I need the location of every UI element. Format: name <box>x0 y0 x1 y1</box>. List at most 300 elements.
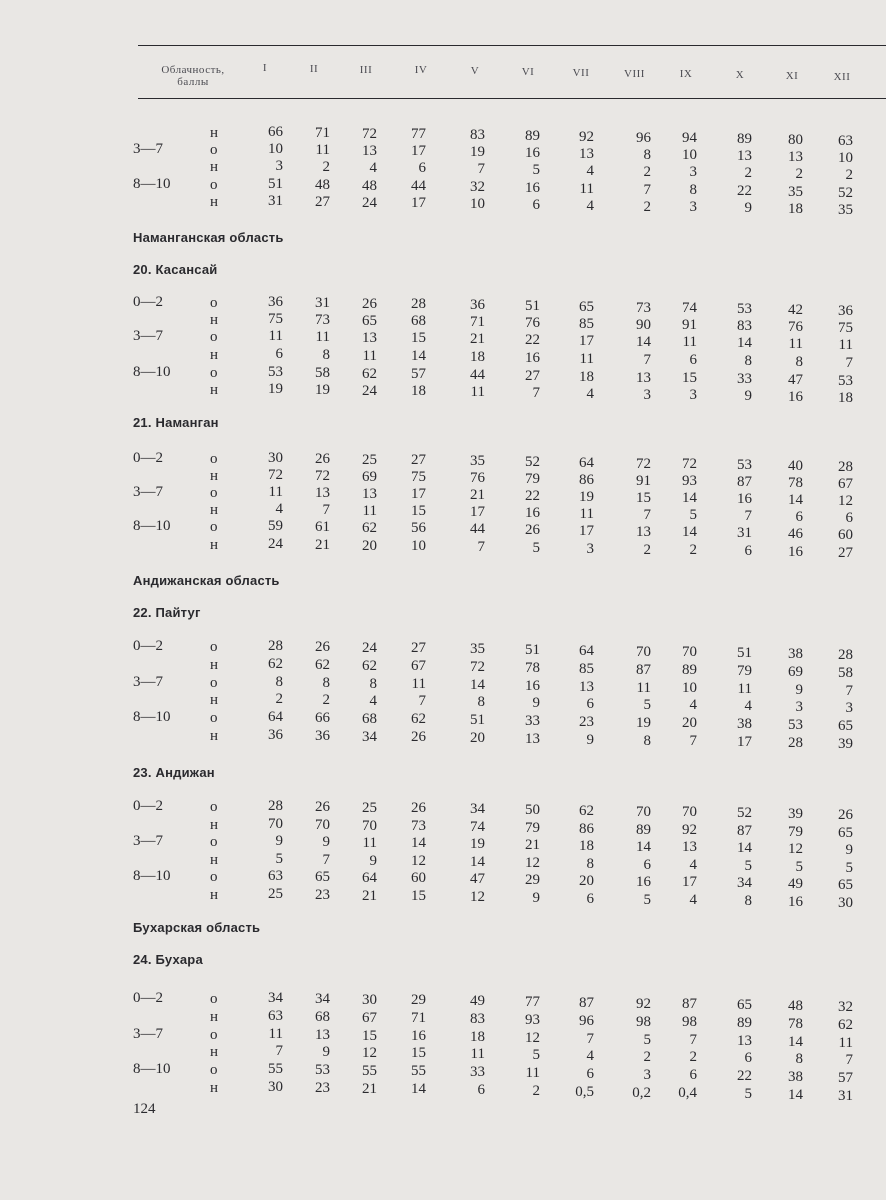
value-cell: 6 <box>744 543 752 560</box>
value-cell: 22 <box>525 332 540 348</box>
cloud-range: 0—2 <box>133 294 163 310</box>
region-heading: Наманганская область <box>133 230 284 245</box>
value-cell: 87 <box>737 474 752 491</box>
value-cell: 28 <box>788 735 803 752</box>
value-cell: 86 <box>579 471 594 488</box>
value-cell: 14 <box>470 677 485 694</box>
value-cell: 16 <box>525 505 540 521</box>
value-cell: 21 <box>315 536 330 553</box>
value-cell: 67 <box>362 1009 377 1026</box>
value-cell: 11 <box>362 834 377 851</box>
row-type: н <box>210 1009 219 1025</box>
value-cell: 5 <box>532 162 540 178</box>
value-cell: 74 <box>682 300 697 317</box>
value-cell: 70 <box>636 643 651 660</box>
value-cell: 26 <box>315 638 330 655</box>
value-cell: 8 <box>795 1051 803 1068</box>
value-cell: 79 <box>788 824 803 841</box>
value-cell: 6 <box>586 1065 594 1082</box>
value-cell: 9 <box>744 388 752 405</box>
value-cell: 6 <box>532 197 540 213</box>
value-cell: 93 <box>525 1012 540 1028</box>
value-cell: 15 <box>411 503 426 520</box>
value-cell: 11 <box>411 676 426 693</box>
value-cell: 11 <box>579 505 594 522</box>
value-cell: 19 <box>315 381 330 398</box>
value-cell: 35 <box>838 201 853 218</box>
value-cell: 74 <box>470 819 485 836</box>
value-cell: 10 <box>268 141 283 157</box>
header-month: IV <box>414 64 428 77</box>
value-cell: 67 <box>838 475 853 492</box>
value-cell: 80 <box>788 132 803 149</box>
value-cell: 6 <box>275 346 283 362</box>
row-type: о <box>210 639 218 655</box>
value-cell: 49 <box>470 993 485 1010</box>
table-row <box>0 1079 886 1104</box>
header-month: XII <box>833 70 851 83</box>
value-cell: 89 <box>636 821 651 838</box>
value-cell: 78 <box>788 475 803 492</box>
value-cell: 7 <box>845 354 853 371</box>
value-cell: 12 <box>470 889 485 906</box>
value-cell: 72 <box>362 125 377 142</box>
value-cell: 11 <box>838 336 853 353</box>
value-cell: 25 <box>268 886 283 902</box>
value-cell: 51 <box>525 642 540 658</box>
value-cell: 27 <box>525 368 540 384</box>
value-cell: 38 <box>788 646 803 663</box>
value-cell: 14 <box>411 835 426 852</box>
value-cell: 4 <box>586 197 594 214</box>
cloud-range: 3—7 <box>133 328 163 344</box>
value-cell: 44 <box>470 521 485 538</box>
value-cell: 79 <box>737 663 752 680</box>
table-row <box>0 656 886 681</box>
value-cell: 60 <box>411 870 426 887</box>
value-cell: 16 <box>788 894 803 911</box>
value-cell: 3 <box>845 699 853 716</box>
value-cell: 6 <box>643 856 651 873</box>
value-cell: 6 <box>586 695 594 712</box>
value-cell: 2 <box>275 691 283 707</box>
value-cell: 85 <box>579 660 594 677</box>
value-cell: 62 <box>268 656 283 672</box>
value-cell: 12 <box>525 855 540 871</box>
row-type: н <box>210 125 219 141</box>
value-cell: 5 <box>275 851 283 867</box>
value-cell: 4 <box>689 697 697 714</box>
value-cell: 8 <box>477 694 485 711</box>
table-row <box>0 193 886 218</box>
value-cell: 68 <box>362 710 377 727</box>
value-cell: 53 <box>788 717 803 734</box>
value-cell: 63 <box>268 868 283 884</box>
value-cell: 70 <box>362 817 377 834</box>
value-cell: 3 <box>689 387 697 404</box>
value-cell: 76 <box>470 470 485 487</box>
value-cell: 6 <box>586 890 594 907</box>
value-cell: 52 <box>737 805 752 822</box>
value-cell: 34 <box>315 990 330 1007</box>
value-cell: 56 <box>411 520 426 537</box>
value-cell: 57 <box>411 366 426 383</box>
value-cell: 2 <box>845 166 853 183</box>
page-number: 124 <box>133 1101 156 1117</box>
table-row <box>0 833 886 858</box>
value-cell: 12 <box>525 1030 540 1046</box>
value-cell: 53 <box>838 372 853 389</box>
value-cell: 4 <box>369 159 377 176</box>
station-heading: 22. Пайтуг <box>133 605 201 620</box>
value-cell: 26 <box>525 522 540 538</box>
row-type: н <box>210 194 219 210</box>
cloud-range: 8—10 <box>133 176 171 192</box>
value-cell: 11 <box>362 502 377 519</box>
value-cell: 6 <box>689 352 697 369</box>
value-cell: 92 <box>682 822 697 839</box>
value-cell: 2 <box>643 541 651 558</box>
value-cell: 16 <box>525 145 540 161</box>
cloud-range: 3—7 <box>133 674 163 690</box>
cloud-range: 0—2 <box>133 798 163 814</box>
value-cell: 11 <box>682 334 697 351</box>
value-cell: 15 <box>682 370 697 387</box>
value-cell: 13 <box>579 678 594 695</box>
value-cell: 65 <box>838 824 853 841</box>
value-cell: 62 <box>579 802 594 819</box>
row-type: н <box>210 537 219 553</box>
value-cell: 92 <box>636 995 651 1012</box>
header-month: VI <box>521 66 535 78</box>
value-cell: 8 <box>643 146 651 163</box>
value-cell: 16 <box>525 180 540 196</box>
value-cell: 36 <box>315 727 330 744</box>
value-cell: 26 <box>315 450 330 467</box>
header-month: V <box>470 65 480 78</box>
table-row <box>0 638 886 663</box>
cloud-range: 0—2 <box>133 990 163 1006</box>
value-cell: 89 <box>525 128 540 144</box>
value-cell: 35 <box>470 453 485 470</box>
value-cell: 4 <box>586 385 594 402</box>
value-cell: 70 <box>315 816 330 833</box>
value-cell: 25 <box>362 451 377 468</box>
value-cell: 20 <box>682 715 697 732</box>
value-cell: 10 <box>682 147 697 164</box>
value-cell: 25 <box>362 799 377 816</box>
value-cell: 91 <box>682 317 697 334</box>
value-cell: 7 <box>322 851 330 868</box>
value-cell: 5 <box>744 1086 752 1103</box>
value-cell: 6 <box>845 509 853 526</box>
cloud-range: 8—10 <box>133 518 171 534</box>
value-cell: 68 <box>315 1008 330 1025</box>
value-cell: 62 <box>362 519 377 536</box>
value-cell: 9 <box>532 695 540 711</box>
value-cell: 46 <box>788 526 803 543</box>
value-cell: 72 <box>636 455 651 472</box>
row-type: н <box>210 1044 219 1060</box>
value-cell: 2 <box>643 163 651 180</box>
value-cell: 8 <box>369 675 377 692</box>
value-cell: 22 <box>737 1068 752 1085</box>
table-row <box>0 798 886 823</box>
value-cell: 34 <box>737 875 752 892</box>
value-cell: 76 <box>788 319 803 336</box>
region-heading: Бухарская область <box>133 920 261 935</box>
value-cell: 90 <box>636 316 651 333</box>
value-cell: 70 <box>682 804 697 821</box>
value-cell: 8 <box>744 353 752 370</box>
value-cell: 8 <box>275 674 283 690</box>
row-type: о <box>210 142 218 158</box>
value-cell: 7 <box>418 693 426 710</box>
value-cell: 94 <box>682 130 697 147</box>
value-cell: 4 <box>586 1047 594 1064</box>
value-cell: 4 <box>369 692 377 709</box>
row-type: о <box>210 991 218 1007</box>
value-cell: 2 <box>795 166 803 183</box>
value-cell: 34 <box>268 990 283 1006</box>
header-month: III <box>359 63 373 76</box>
value-cell: 11 <box>737 681 752 698</box>
cloud-range: 3—7 <box>133 833 163 849</box>
table-row <box>0 868 886 893</box>
value-cell: 67 <box>411 658 426 675</box>
value-cell: 7 <box>586 1030 594 1047</box>
value-cell: 23 <box>315 886 330 903</box>
value-cell: 66 <box>315 709 330 726</box>
value-cell: 83 <box>470 1011 485 1028</box>
row-type: н <box>210 502 219 518</box>
value-cell: 13 <box>315 484 330 501</box>
value-cell: 77 <box>525 994 540 1010</box>
value-cell: 21 <box>470 487 485 504</box>
value-cell: 7 <box>477 539 485 556</box>
value-cell: 7 <box>532 385 540 401</box>
value-cell: 17 <box>411 486 426 503</box>
value-cell: 19 <box>579 488 594 505</box>
value-cell: 10 <box>470 196 485 213</box>
row-type: о <box>210 329 218 345</box>
value-cell: 9 <box>532 890 540 906</box>
value-cell: 58 <box>838 664 853 681</box>
table-row <box>0 691 886 716</box>
value-cell: 64 <box>362 869 377 886</box>
station-heading: 24. Бухара <box>133 952 203 967</box>
value-cell: 7 <box>845 682 853 699</box>
row-type: н <box>210 657 219 673</box>
value-cell: 3 <box>689 199 697 216</box>
value-cell: 5 <box>643 696 651 713</box>
table-row <box>0 141 886 166</box>
value-cell: 7 <box>643 351 651 368</box>
value-cell: 14 <box>788 1034 803 1051</box>
value-cell: 22 <box>525 488 540 504</box>
value-cell: 64 <box>579 454 594 471</box>
value-cell: 15 <box>411 1045 426 1062</box>
cloud-range: 8—10 <box>133 709 171 725</box>
value-cell: 7 <box>845 1051 853 1068</box>
value-cell: 53 <box>737 301 752 318</box>
value-cell: 22 <box>737 183 752 200</box>
value-cell: 48 <box>315 176 330 193</box>
row-type: н <box>210 347 219 363</box>
value-cell: 11 <box>579 180 594 197</box>
value-cell: 24 <box>362 382 377 399</box>
value-cell: 92 <box>579 128 594 145</box>
row-type: о <box>210 519 218 535</box>
value-cell: 7 <box>744 508 752 525</box>
table-header-rule <box>138 98 886 99</box>
value-cell: 21 <box>470 331 485 348</box>
value-cell: 69 <box>362 468 377 485</box>
value-cell: 11 <box>470 1046 485 1063</box>
value-cell: 14 <box>737 840 752 857</box>
table-top-rule <box>138 45 886 46</box>
value-cell: 58 <box>315 364 330 381</box>
value-cell: 26 <box>411 729 426 746</box>
value-cell: 33 <box>737 371 752 388</box>
value-cell: 3 <box>795 699 803 716</box>
value-cell: 13 <box>315 1026 330 1043</box>
value-cell: 39 <box>788 806 803 823</box>
header-month: II <box>309 62 319 75</box>
value-cell: 17 <box>682 874 697 891</box>
value-cell: 16 <box>636 873 651 890</box>
value-cell: 57 <box>838 1069 853 1086</box>
table-row <box>0 1026 886 1051</box>
value-cell: 8 <box>643 732 651 749</box>
value-cell: 14 <box>470 854 485 871</box>
value-cell: 14 <box>636 838 651 855</box>
value-cell: 52 <box>525 454 540 470</box>
value-cell: 19 <box>268 381 283 397</box>
row-type: н <box>210 817 219 833</box>
value-cell: 10 <box>411 538 426 555</box>
value-cell: 11 <box>838 1034 853 1051</box>
value-cell: 17 <box>579 522 594 539</box>
table-row <box>0 709 886 734</box>
value-cell: 16 <box>411 1028 426 1045</box>
value-cell: 65 <box>579 298 594 315</box>
value-cell: 42 <box>788 302 803 319</box>
cloud-range: 3—7 <box>133 1026 163 1042</box>
value-cell: 27 <box>315 193 330 210</box>
value-cell: 17 <box>411 143 426 160</box>
value-cell: 10 <box>838 149 853 166</box>
header-month: XI <box>785 70 799 82</box>
value-cell: 65 <box>737 997 752 1014</box>
value-cell: 5 <box>643 1031 651 1048</box>
table-row <box>0 484 886 509</box>
value-cell: 27 <box>411 452 426 469</box>
value-cell: 52 <box>838 184 853 201</box>
row-type: о <box>210 675 218 691</box>
value-cell: 15 <box>411 330 426 347</box>
value-cell: 34 <box>470 801 485 818</box>
value-cell: 13 <box>362 485 377 502</box>
header-month: I <box>262 62 268 74</box>
region-heading: Андижанская область <box>133 573 280 588</box>
value-cell: 5 <box>795 859 803 876</box>
value-cell: 68 <box>411 313 426 330</box>
value-cell: 4 <box>586 162 594 179</box>
value-cell: 5 <box>744 858 752 875</box>
value-cell: 36 <box>838 302 853 319</box>
value-cell: 26 <box>315 798 330 815</box>
value-cell: 7 <box>689 1032 697 1049</box>
value-cell: 14 <box>411 1081 426 1098</box>
value-cell: 8 <box>744 893 752 910</box>
value-cell: 50 <box>525 802 540 818</box>
value-cell: 7 <box>643 506 651 523</box>
value-cell: 28 <box>411 296 426 313</box>
value-cell: 51 <box>737 645 752 662</box>
value-cell: 12 <box>788 841 803 858</box>
value-cell: 78 <box>525 660 540 676</box>
value-cell: 14 <box>636 333 651 350</box>
value-cell: 93 <box>682 473 697 490</box>
value-cell: 11 <box>315 141 330 158</box>
cloud-range: 0—2 <box>133 638 163 654</box>
value-cell: 13 <box>636 369 651 386</box>
header-month: IX <box>679 68 693 81</box>
value-cell: 59 <box>268 518 283 534</box>
value-cell: 75 <box>411 469 426 486</box>
table-row <box>0 328 886 353</box>
table-row <box>0 990 886 1015</box>
value-cell: 30 <box>362 991 377 1008</box>
value-cell: 21 <box>362 887 377 904</box>
value-cell: 6 <box>795 509 803 526</box>
value-cell: 19 <box>470 836 485 853</box>
value-cell: 18 <box>788 201 803 218</box>
value-cell: 18 <box>411 383 426 400</box>
value-cell: 4 <box>689 892 697 909</box>
table-row <box>0 518 886 543</box>
value-cell: 55 <box>362 1062 377 1079</box>
header-title-line1: Облачность, <box>161 64 225 76</box>
header-month: X <box>735 69 745 82</box>
value-cell: 8 <box>322 346 330 363</box>
value-cell: 19 <box>470 144 485 161</box>
table-row <box>0 536 886 561</box>
value-cell: 77 <box>411 126 426 143</box>
value-cell: 30 <box>268 450 283 466</box>
value-cell: 2 <box>532 1083 540 1099</box>
value-cell: 15 <box>411 888 426 905</box>
value-cell: 16 <box>737 491 752 508</box>
value-cell: 31 <box>737 525 752 542</box>
value-cell: 15 <box>636 489 651 506</box>
value-cell: 16 <box>525 350 540 366</box>
value-cell: 18 <box>838 389 853 406</box>
value-cell: 31 <box>838 1087 853 1104</box>
value-cell: 7 <box>477 161 485 178</box>
value-cell: 14 <box>788 1087 803 1104</box>
value-cell: 65 <box>838 717 853 734</box>
value-cell: 47 <box>788 372 803 389</box>
value-cell: 53 <box>737 457 752 474</box>
value-cell: 33 <box>525 713 540 729</box>
station-heading: 20. Касансай <box>133 262 218 277</box>
row-type: о <box>210 177 218 193</box>
value-cell: 13 <box>579 145 594 162</box>
value-cell: 64 <box>268 709 283 725</box>
value-cell: 15 <box>362 1027 377 1044</box>
